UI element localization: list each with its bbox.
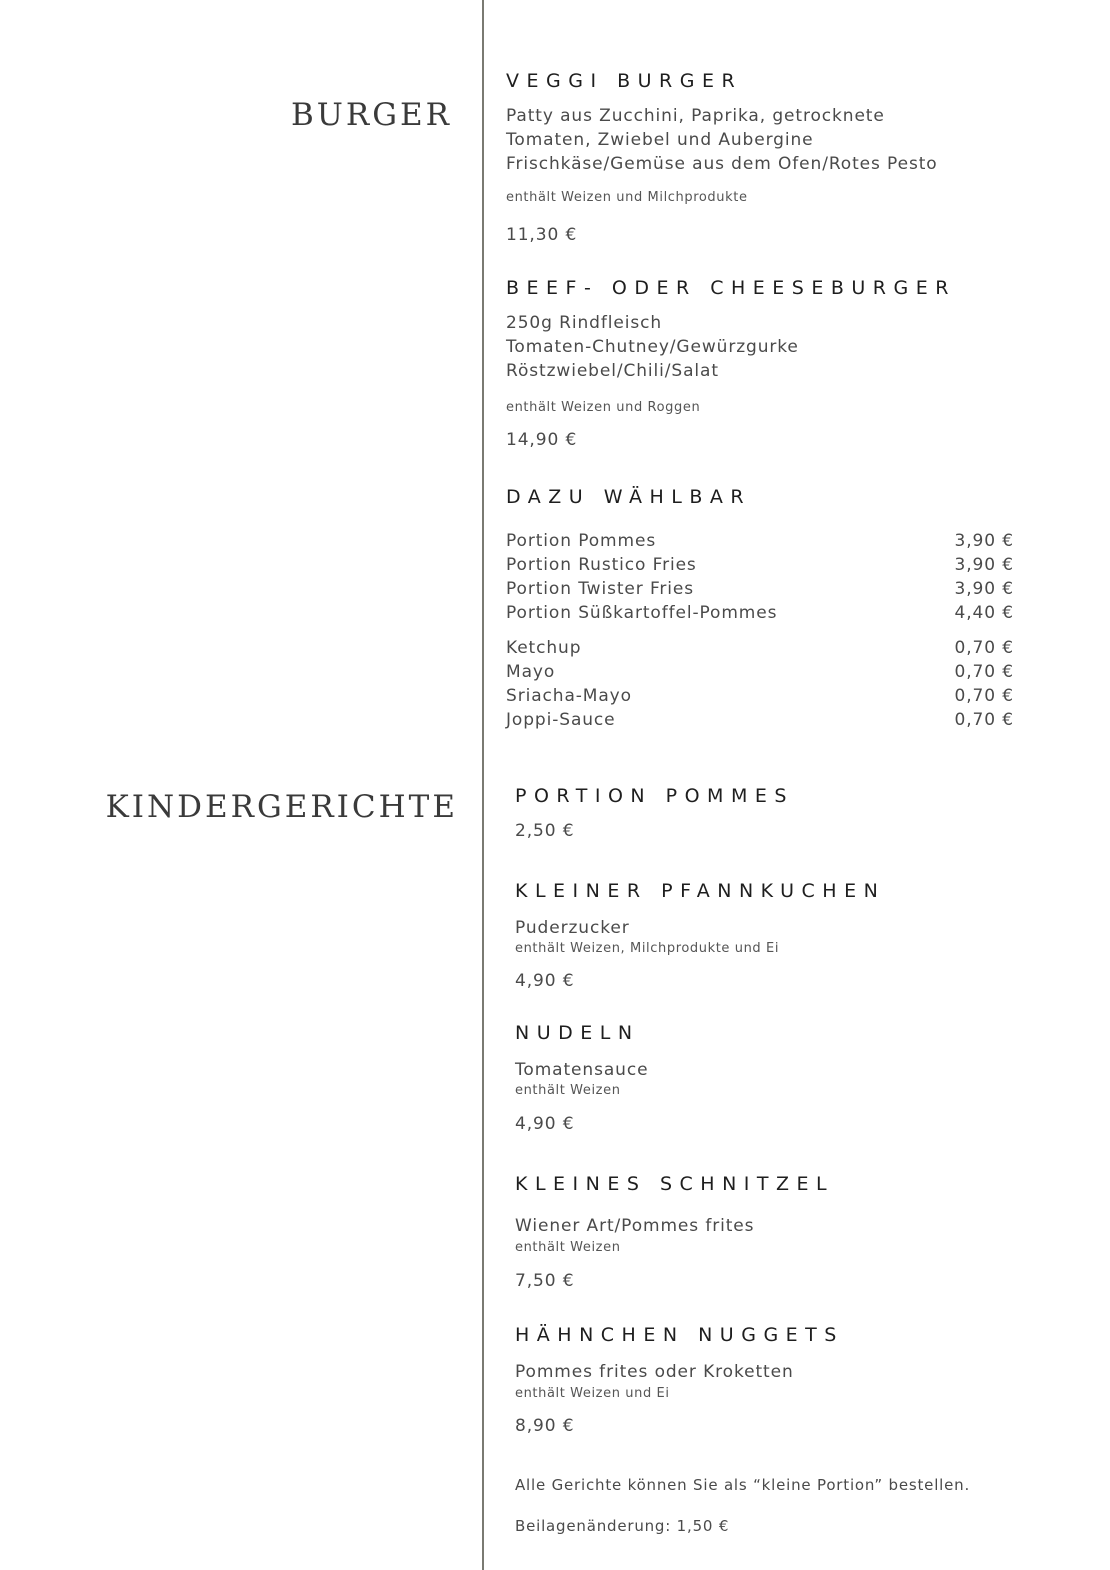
sauce-price: 0,70 € [954,638,1014,658]
column-divider [482,0,484,1570]
extras-row [506,579,1014,603]
extras-price: 3,90 € [954,555,1014,575]
sauce-row [506,710,1014,734]
extras-row [506,555,1014,579]
item-description-line: Tomaten, Zwiebel und Aubergine [506,130,814,150]
item-name: KLEINER PFANNKUCHEN [515,880,886,902]
item-allergens: enthält Weizen und Ei [515,1386,670,1401]
extras-row [506,603,1014,627]
section-title-kindergerichte: KINDERGERICHTE [105,789,458,825]
item-name: BEEF- ODER CHEESEBURGER [506,277,956,299]
item-description-line: Frischkäse/Gemüse aus dem Ofen/Rotes Pesto [506,154,938,174]
sauce-row [506,686,1014,710]
item-name: VEGGI BURGER [506,70,743,92]
item-description-line: 250g Rindfleisch [506,313,663,333]
item-price: 2,50 € [515,821,575,841]
item-allergens: enthält Weizen, Milchprodukte und Ei [515,941,780,956]
item-price: 7,50 € [515,1271,575,1291]
section-title-burger: BURGER [291,97,452,133]
extras-row [506,531,1014,555]
item-allergens: enthält Weizen und Roggen [506,400,701,415]
sauce-price: 0,70 € [954,686,1014,706]
sauce-row [506,662,1014,686]
sauce-name: Mayo [506,662,556,682]
sauce-price: 0,70 € [954,662,1014,682]
item-description-line: Patty aus Zucchini, Paprika, getrocknete [506,106,885,126]
extras-price: 4,40 € [954,603,1014,623]
extras-name: Portion Süßkartoffel-Pommes [506,603,778,623]
extras-name: Portion Twister Fries [506,579,695,599]
item-price: 14,90 € [506,430,578,450]
item-name: HÄHNCHEN NUGGETS [515,1324,844,1346]
item-allergens: enthält Weizen und Milchprodukte [506,190,748,205]
sauce-price: 0,70 € [954,710,1014,730]
item-description: Wiener Art/Pommes frites [515,1216,755,1236]
extras-title: DAZU WÄHLBAR [506,486,752,508]
extras-price: 3,90 € [954,579,1014,599]
extras-price: 3,90 € [954,531,1014,551]
sauce-row [506,638,1014,662]
item-description-line: Röstzwiebel/Chili/Salat [506,361,719,381]
extras-name: Portion Pommes [506,531,657,551]
item-name: NUDELN [515,1022,640,1044]
sauce-name: Sriacha-Mayo [506,686,632,706]
item-price: 4,90 € [515,971,575,991]
item-name: KLEINES SCHNITZEL [515,1173,835,1195]
item-price: 4,90 € [515,1114,575,1134]
sauce-name: Joppi-Sauce [506,710,616,730]
item-price: 8,90 € [515,1416,575,1436]
item-description: Pommes frites oder Kroketten [515,1362,794,1382]
item-price: 11,30 € [506,225,578,245]
sauce-name: Ketchup [506,638,582,658]
item-name: PORTION POMMES [515,785,794,807]
item-description-line: Tomaten-Chutney/Gewürzgurke [506,337,799,357]
footer-note: Alle Gerichte können Sie als “kleine Portion” bestellen. [515,1476,971,1494]
item-allergens: enthält Weizen [515,1240,621,1255]
item-allergens: enthält Weizen [515,1083,621,1098]
side-change-note: Beilagenänderung: 1,50 € [515,1517,730,1535]
item-description: Puderzucker [515,918,630,938]
item-description: Tomatensauce [515,1060,649,1080]
extras-name: Portion Rustico Fries [506,555,697,575]
